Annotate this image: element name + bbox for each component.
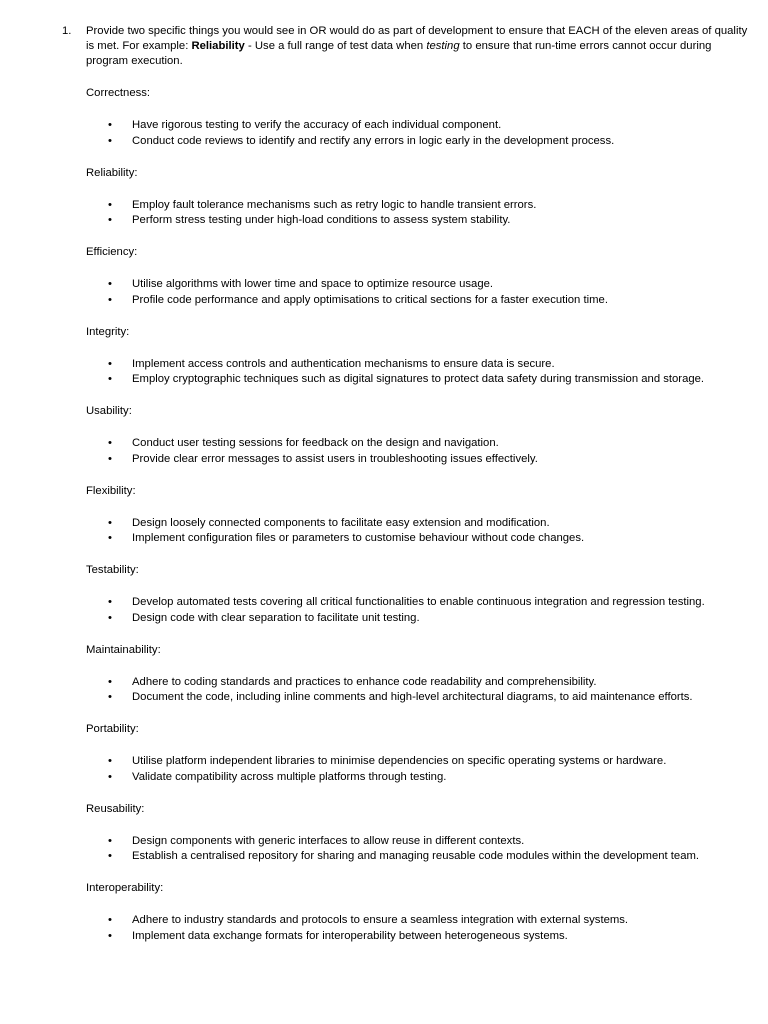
bullet-point-icon: • [108,929,112,942]
bullet-text: Perform stress testing under high-load conditions to assess system stability. [132,214,511,226]
question-number: 1. [62,25,72,37]
bullet-list [86,277,756,308]
bullet-item [86,516,756,532]
bullet-item [86,277,756,293]
bullet-point-icon: • [108,134,112,147]
bullet-item [86,770,756,786]
bullet-list [86,198,756,229]
bullet-text: Profile code performance and apply optimisations to critical sections for a faster execution time. [132,293,608,306]
quality-area-section [86,86,756,166]
section-heading: Portability: [86,723,139,735]
bullet-item [86,531,756,547]
bullet-item [86,690,756,706]
bullet-text: Provide clear error messages to assist users in troubleshooting issues effectively. [132,452,538,465]
bullet-item [86,134,756,150]
quality-area-section [86,245,756,325]
section-heading: Efficiency: [86,246,138,258]
quality-area-section [86,722,756,802]
bullet-point-icon: • [108,214,112,226]
bullet-point-icon: • [108,596,112,608]
bullet-point-icon: • [108,691,112,703]
question-bold-term: Reliability [191,40,245,52]
bullet-point-icon: • [108,119,112,131]
quality-area-section [86,643,756,723]
bullet-text: Adhere to industry standards and protocols to ensure a seamless integration with external systems. [132,914,629,926]
bullet-text: Implement configuration files or parameters to customise behaviour without code changes. [132,532,585,544]
bullet-point-icon: • [108,532,112,544]
section-heading: Reliability: [86,166,138,179]
bullet-point-icon: • [108,516,112,529]
quality-area-section [86,563,756,643]
section-heading: Usability: [86,405,132,417]
quality-area-section [86,881,756,961]
bullet-point-icon: • [108,278,112,290]
bullet-text: Develop automated tests covering all critical functionalities to enable continuous integration and regression testing. [132,596,705,608]
question-italic-term: testing [426,40,460,52]
bullet-text: Design loosely connected components to facilitate easy extension and modification. [132,516,550,529]
bullet-text: Employ fault tolerance mechanisms such as retry logic to handle transient errors. [132,198,537,211]
bullet-list [86,516,756,547]
quality-area-section [86,404,756,484]
bullet-item [86,357,756,373]
section-heading: Flexibility: [86,484,136,497]
quality-area-section [86,802,756,882]
bullet-text: Adhere to coding standards and practices to enhance code readability and comprehensibility. [132,675,597,688]
quality-area-section [86,166,756,246]
bullet-item [86,595,756,611]
bullet-item [86,213,756,229]
bullet-list [86,118,756,149]
bullet-point-icon: • [108,198,112,211]
bullet-text: Have rigorous testing to verify the accuracy of each individual component. [132,119,502,131]
question-text-middle: - Use a full range of test data when [244,40,427,52]
section-heading: Integrity: [86,325,130,338]
bullet-list [86,754,756,785]
question-text-end: to ensure that run-time errors cannot occur during program execution. [86,40,712,67]
bullet-item [86,118,756,134]
bullet-text: Validate compatibility across multiple platforms through testing. [132,770,447,783]
bullet-text: Document the code, including inline comments and high-level architectural diagrams, to aid maintenance efforts. [132,691,693,703]
bullet-item [86,754,756,770]
bullet-item [86,372,756,388]
bullet-item [86,675,756,691]
question-text-intro: Provide two specific things you would see in OR would do as part of development to ensure that EACH of the eleven areas of quality is met. For example: [86,25,748,52]
question-text [86,24,752,69]
bullet-point-icon: • [108,373,112,385]
question-block [62,24,752,69]
bullet-text: Conduct user testing sessions for feedback on the design and navigation. [132,437,499,449]
bullet-point-icon: • [108,452,112,465]
bullet-item [86,913,756,929]
quality-area-section [86,325,756,405]
bullet-list [86,913,756,944]
bullet-item [86,929,756,945]
bullet-list [86,436,756,467]
bullet-text: Utilise algorithms with lower time and space to optimize resource usage. [132,278,494,290]
quality-areas-list [86,86,756,961]
bullet-text: Utilise platform independent libraries to minimise dependencies on specific operating systems or hardware. [132,755,667,767]
bullet-list [86,834,756,865]
bullet-item [86,293,756,309]
bullet-item [86,436,756,452]
bullet-item [86,611,756,627]
bullet-text: Employ cryptographic techniques such as digital signatures to protect data safety during transmission and storage. [132,373,705,385]
bullet-text: Design code with clear separation to facilitate unit testing. [132,611,420,624]
section-heading: Interoperability: [86,882,164,894]
bullet-text: Conduct code reviews to identify and rectify any errors in logic early in the development process. [132,134,615,147]
bullet-item [86,849,756,865]
bullet-item [86,198,756,214]
section-heading: Testability: [86,564,139,576]
bullet-list [86,675,756,706]
bullet-item [86,452,756,468]
bullet-point-icon: • [108,770,112,783]
section-heading: Correctness: [86,87,151,99]
section-heading: Reusability: [86,802,145,815]
bullet-item [86,834,756,850]
bullet-list [86,595,756,626]
bullet-list [86,357,756,388]
bullet-point-icon: • [108,834,112,847]
bullet-point-icon: • [108,293,112,306]
bullet-point-icon: • [108,437,112,449]
bullet-text: Implement data exchange formats for interoperability between heterogeneous systems. [132,929,568,942]
bullet-point-icon: • [108,755,112,767]
bullet-point-icon: • [108,914,112,926]
bullet-point-icon: • [108,611,112,624]
bullet-text: Design components with generic interfaces to allow reuse in different contexts. [132,834,525,847]
bullet-point-icon: • [108,850,112,862]
section-heading: Maintainability: [86,643,161,656]
bullet-point-icon: • [108,675,112,688]
bullet-text: Establish a centralised repository for sharing and managing reusable code modules within the development team. [132,850,700,862]
quality-area-section [86,484,756,564]
bullet-text: Implement access controls and authentication mechanisms to ensure data is secure. [132,357,555,370]
bullet-point-icon: • [108,357,112,370]
